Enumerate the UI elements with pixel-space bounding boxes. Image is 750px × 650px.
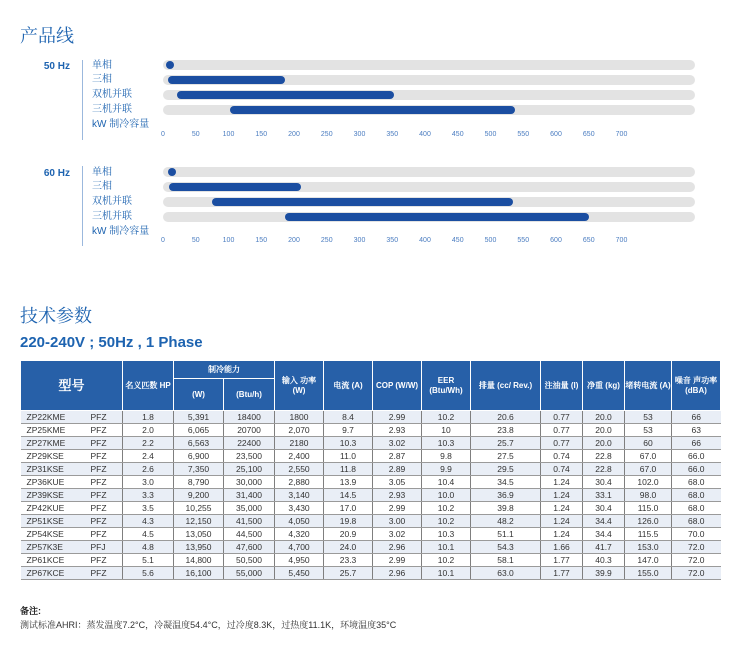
table-cell: 72.0 [672,541,721,554]
table-cell: 153.0 [625,541,672,554]
table-cell: 39.9 [583,567,625,580]
table-row [21,437,721,450]
table-cell: ZP57K3E [21,541,83,554]
table-cell: 70.0 [672,528,721,541]
table-cell: 0.77 [541,437,583,450]
table-cell: 25,100 [224,463,275,476]
row-label: 三机并联 [92,211,132,222]
table-cell: 115.0 [625,502,672,515]
table-cell: 6,563 [174,437,224,450]
table-cell: 3,140 [275,489,324,502]
table-cell: PFZ [83,502,123,515]
axis-tick-label: 600 [550,237,562,244]
table-cell: 1.77 [541,554,583,567]
table-cell: 72.0 [672,554,721,567]
range-bar [168,76,286,84]
table-cell: 23,500 [224,450,275,463]
table-cell: 147.0 [625,554,672,567]
freq-label: 50 Hz [43,61,70,72]
table-cell: 6,900 [174,450,224,463]
header-hp: 名义匹数 HP [123,361,174,411]
table-cell: 10.2 [422,515,471,528]
table-cell: 10.1 [422,567,471,580]
table-row [21,554,721,567]
table-cell: 22.8 [583,463,625,476]
table-cell: ZP67KCE [21,567,83,580]
table-cell: 2.93 [373,489,422,502]
table-cell: 4,700 [275,541,324,554]
table-cell: ZP25KME [21,424,83,437]
header-cop: COP (W/W) [373,361,422,411]
axis-divider [82,166,83,246]
table-cell: PFZ [83,489,123,502]
row-label: 三相 [92,181,112,192]
table-cell: 10,255 [174,502,224,515]
row-label: 单相 [92,167,112,178]
table-cell: 2.93 [373,424,422,437]
axis-tick-label: 100 [222,131,235,138]
axis-tick-label: 550 [517,131,530,138]
table-cell: PFZ [83,437,123,450]
table-cell: 1.66 [541,541,583,554]
table-cell: 115.5 [625,528,672,541]
table-cell: 3.00 [373,515,422,528]
row-label: 单相 [92,60,112,71]
axis-tick-label: 500 [484,237,497,244]
table-cell: PFZ [83,411,123,424]
header-lra: 堵转电流 (A) [625,361,672,411]
table-cell: 23.8 [471,424,541,437]
table-cell: 20.0 [583,411,625,424]
table-cell: 10.2 [422,411,471,424]
table-cell: 13,950 [174,541,224,554]
table-cell: 2.99 [373,502,422,515]
range-track [163,212,695,222]
table-cell: 54.3 [471,541,541,554]
table-row [21,489,721,502]
axis-tick-label: 500 [484,131,497,138]
table-cell: 40.3 [583,554,625,567]
table-cell: ZP39KSE [21,489,83,502]
table-cell: 20.0 [583,437,625,450]
table-cell: 10 [422,424,471,437]
table-cell: 14.5 [324,489,373,502]
table-cell: 3.0 [123,476,174,489]
axis-tick-label: 0 [161,237,165,244]
axis-tick-label: 450 [451,131,464,138]
table-cell: 33.1 [583,489,625,502]
range-bar [166,61,174,69]
table-cell: 58.1 [471,554,541,567]
header-noise: 噪音 声功率 (dBA) [672,361,721,411]
table-cell: 102.0 [625,476,672,489]
table-cell: 10.2 [422,554,471,567]
table-cell: 4.8 [123,541,174,554]
table-cell: 2.87 [373,450,422,463]
table-cell: ZP42KUE [21,502,83,515]
table-cell: 2.96 [373,567,422,580]
table-cell: 2.96 [373,541,422,554]
table-cell: PFZ [83,424,123,437]
table-cell: 9.9 [422,463,471,476]
table-cell: 50,500 [224,554,275,567]
table-row [21,463,721,476]
table-cell: 63 [672,424,721,437]
table-cell: 68.0 [672,515,721,528]
table-cell: 4.3 [123,515,174,528]
table-cell: 53 [625,424,672,437]
axis-tick-label: 700 [615,131,628,138]
table-cell: 17.0 [324,502,373,515]
table-cell: 2.2 [123,437,174,450]
table-cell: 66.0 [672,463,721,476]
table-cell: ZP54KSE [21,528,83,541]
table-cell: 1.24 [541,528,583,541]
table-cell: ZP51KSE [21,515,83,528]
table-cell: 3.3 [123,489,174,502]
table-cell: 1.77 [541,567,583,580]
table-cell: 66.0 [672,450,721,463]
table-cell: 10.2 [422,502,471,515]
freq-label: 60 Hz [43,168,70,179]
table-cell: 10.1 [422,541,471,554]
table-cell: 155.0 [625,567,672,580]
table-cell: 0.74 [541,450,583,463]
table-cell: 2.99 [373,411,422,424]
header-current: 电流 (A) [324,361,373,411]
table-cell: 5,391 [174,411,224,424]
table-cell: 2.99 [373,554,422,567]
axis-tick-label: 600 [550,131,562,138]
header-eer: EER (Btu/Wh) [422,361,471,411]
table-cell: 3.02 [373,528,422,541]
table-cell: 18400 [224,411,275,424]
table-cell: 30.4 [583,476,625,489]
table-cell: 3.5 [123,502,174,515]
table-cell: 11.8 [324,463,373,476]
table-cell: 23.3 [324,554,373,567]
table-cell: 34.5 [471,476,541,489]
table-cell: ZP22KME [21,411,83,424]
table-cell: 72.0 [672,567,721,580]
axis-tick-label: 150 [255,131,268,138]
table-cell: 34.4 [583,515,625,528]
table-cell: 10.3 [324,437,373,450]
axis-tick-label: 100 [222,237,235,244]
table-cell: 35,000 [224,502,275,515]
table-cell: 66 [672,411,721,424]
axis-tick-label: 400 [419,131,431,138]
table-cell: 22.8 [583,450,625,463]
table-cell: 19.8 [324,515,373,528]
axis-tick-label: 250 [320,237,333,244]
table-cell: 5,450 [275,567,324,580]
range-track [163,90,695,100]
header-cooling-btu: (Btu/h) [224,379,275,411]
table-cell: 2.4 [123,450,174,463]
header-cooling-w: (W) [174,379,224,411]
row-label: 三相 [92,74,112,85]
table-cell: 0.77 [541,411,583,424]
row-label: 双机并联 [92,89,132,100]
range-bar [230,106,515,114]
table-cell: 1.24 [541,502,583,515]
range-bar [285,213,588,221]
table-cell: 2,550 [275,463,324,476]
table-cell: 4.5 [123,528,174,541]
table-row [21,502,721,515]
table-cell: 3,430 [275,502,324,515]
table-cell: 41,500 [224,515,275,528]
range-track [163,197,695,207]
table-cell: 25.7 [471,437,541,450]
axis-tick-label: 200 [288,237,300,244]
unit-label: kW 制冷容量 [92,119,150,130]
table-cell: 13.9 [324,476,373,489]
table-cell: 7,350 [174,463,224,476]
table-cell: PFZ [83,567,123,580]
table-cell: 31,400 [224,489,275,502]
spec-title: 技术参数 [20,306,92,326]
row-label: 双机并联 [92,196,132,207]
table-row [21,424,721,437]
table-cell: 11.0 [324,450,373,463]
axis-tick-label: 150 [255,237,268,244]
axis-tick-label: 300 [353,131,366,138]
table-cell: 68.0 [672,476,721,489]
axis-tick-label: 250 [320,131,333,138]
table-cell: 2180 [275,437,324,450]
table-cell: 25.7 [324,567,373,580]
table-row [21,528,721,541]
table-row [21,476,721,489]
table-cell: 10.3 [422,528,471,541]
table-cell: 36.9 [471,489,541,502]
range-track [163,60,695,70]
table-cell: 44,500 [224,528,275,541]
table-cell: 66 [672,437,721,450]
table-cell: 4,950 [275,554,324,567]
table-cell: 126.0 [625,515,672,528]
range-track [163,105,695,115]
table-cell: 60 [625,437,672,450]
table-cell: PFZ [83,463,123,476]
axis-tick-label: 0 [161,131,165,138]
axis-tick-label: 700 [615,237,628,244]
range-track [163,167,695,177]
table-cell: 1.24 [541,515,583,528]
table-cell: 34.4 [583,528,625,541]
table-cell: PFZ [83,515,123,528]
table-cell: 48.2 [471,515,541,528]
table-cell: 67.0 [625,450,672,463]
table-cell: 9.8 [422,450,471,463]
axis-tick-label: 400 [419,237,431,244]
table-cell: 22400 [224,437,275,450]
axis-tick-label: 200 [288,131,300,138]
header-weight: 净重 (kg) [583,361,625,411]
table-cell: 63.0 [471,567,541,580]
table-cell: 20.0 [583,424,625,437]
table-cell: 8.4 [324,411,373,424]
table-cell: PFZ [83,554,123,567]
table-cell: 24.0 [324,541,373,554]
table-cell: 0.74 [541,463,583,476]
range-bar [212,198,513,206]
table-cell: 67.0 [625,463,672,476]
table-cell: 2.89 [373,463,422,476]
table-cell: 20.6 [471,411,541,424]
table-cell: 3.02 [373,437,422,450]
table-cell: 2.0 [123,424,174,437]
table-row [21,411,721,424]
table-cell: 4,320 [275,528,324,541]
range-bar [177,91,393,99]
table-cell: 8,790 [174,476,224,489]
axis-tick-label: 350 [386,237,399,244]
table-cell: 9.7 [324,424,373,437]
spec-table [20,360,721,580]
axis-tick-label: 650 [582,237,595,244]
notes-title: 备注: [20,606,41,616]
table-row [21,541,721,554]
table-cell: 5.1 [123,554,174,567]
table-cell: 27.5 [471,450,541,463]
table-cell: 2,880 [275,476,324,489]
range-bar [168,168,176,176]
table-cell: 51.1 [471,528,541,541]
table-cell: 29.5 [471,463,541,476]
spec-subtitle: 220-240V ; 50Hz , 1 Phase [20,334,203,351]
axis-tick-label: 350 [386,131,399,138]
axis-tick-label: 450 [451,237,464,244]
table-cell: 1.24 [541,476,583,489]
table-cell: 2.6 [123,463,174,476]
table-cell: 20700 [224,424,275,437]
header-cooling: 制冷能力 [174,361,275,379]
table-cell: 98.0 [625,489,672,502]
notes-text: 测试标准AHRI：蒸发温度7.2°C，冷凝温度54.4°C，过冷度8.3K，过热度11.1K，环境温度35°C [20,620,397,630]
table-cell: PFZ [83,528,123,541]
table-cell: 1800 [275,411,324,424]
table-cell: 1.24 [541,489,583,502]
table-cell: 30.4 [583,502,625,515]
axis-tick-label: 50 [191,131,200,138]
table-row [21,567,721,580]
product-line-title: 产品线 [20,26,74,46]
table-cell: 4,050 [275,515,324,528]
axis-tick-label: 550 [517,237,530,244]
table-cell: ZP29KSE [21,450,83,463]
range-track [163,182,695,192]
table-cell: 14,800 [174,554,224,567]
table-cell: 16,100 [174,567,224,580]
table-cell: 55,000 [224,567,275,580]
table-cell: 12,150 [174,515,224,528]
table-row [21,515,721,528]
table-cell: 2,070 [275,424,324,437]
table-cell: 10.0 [422,489,471,502]
table-cell: 39.8 [471,502,541,515]
table-cell: ZP61KCE [21,554,83,567]
table-cell: 20.9 [324,528,373,541]
table-cell: 68.0 [672,502,721,515]
axis-tick-label: 50 [191,237,200,244]
table-cell: 2,400 [275,450,324,463]
range-track [163,75,695,85]
table-cell: 1.8 [123,411,174,424]
axis-divider [82,60,83,140]
table-cell: 3.05 [373,476,422,489]
table-cell: ZP27KME [21,437,83,450]
range-bar [169,183,301,191]
table-cell: PFZ [83,476,123,489]
table-cell: 6,065 [174,424,224,437]
table-cell: ZP31KSE [21,463,83,476]
table-cell: 13,050 [174,528,224,541]
table-cell: 53 [625,411,672,424]
header-power: 输入 功率 (W) [275,361,324,411]
axis-tick-label: 650 [582,131,595,138]
table-cell: 30,000 [224,476,275,489]
table-cell: 47,600 [224,541,275,554]
header-model: 型号 [21,361,123,411]
table-cell: 9,200 [174,489,224,502]
table-cell: 0.77 [541,424,583,437]
table-cell: ZP36KUE [21,476,83,489]
table-cell: 68.0 [672,489,721,502]
table-row [21,450,721,463]
unit-label: kW 制冷容量 [92,226,150,237]
table-cell: 5.6 [123,567,174,580]
header-oil: 注油量 (l) [541,361,583,411]
table-cell: 10.4 [422,476,471,489]
row-label: 三机并联 [92,104,132,115]
axis-tick-label: 300 [353,237,366,244]
table-cell: 10.3 [422,437,471,450]
table-cell: 41.7 [583,541,625,554]
table-cell: PFZ [83,450,123,463]
header-displacement: 排量 (cc/ Rev.) [471,361,541,411]
table-cell: PFJ [83,541,123,554]
